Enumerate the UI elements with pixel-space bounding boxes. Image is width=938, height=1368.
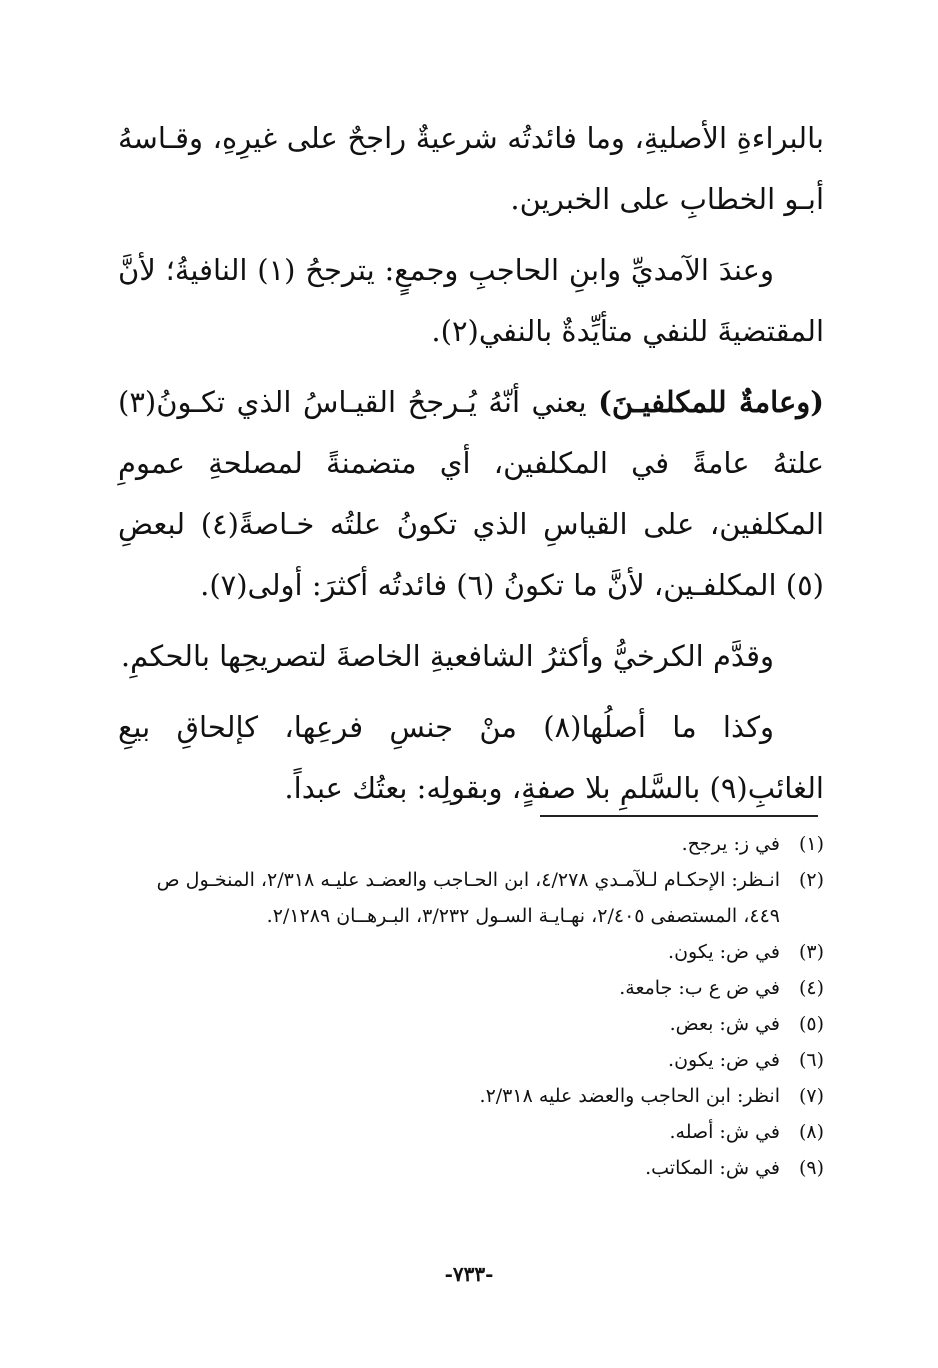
paragraph-3 [118,372,824,616]
paragraph-lead-term: (وعامةٌ للمكلفيـنَ) [598,385,824,419]
footnote-item [120,1114,824,1150]
footnote-text: انـظر: الإحكـام لـلآمـدي ٤/٢٧٨، ابن الحـاجب والعضـد عليـه ٢/٣١٨، المنخـول ص ٤٤٩، المستصفى ٢/٤٠٥، نهـايـة السـول ٣/٢٣٢، البـرهــان ٢/١٢٨٩. [156,869,780,927]
footnote-marker: (٨) [798,1121,824,1143]
paragraph-4 [118,626,824,687]
footnote-item [120,934,824,970]
footnote-text: انظر: ابن الحاجب والعضد عليه ٢/٣١٨. [479,1085,780,1107]
footnote-item [120,826,824,862]
main-text [118,108,824,829]
paragraph-text: يعني أنّهُ يُـرجحُ القيـاسُ الذي تكـونُ(٣) علتهُ عامةً في المكلفين، أي متضمنةً لمصلحةِ عمومِ المكلفين، على القياسِ الذي تكونُ علتُه خـاصةً(٤) لبعضِ (٥) المكلفـين، لأنَّ ما تكونُ (٦) فائدتُه أكثرَ: أولى(٧). [118,385,824,602]
footnote-text: في ش: المكاتب. [645,1157,780,1179]
footnote-marker: (٥) [798,1013,824,1035]
paragraph-2 [118,240,824,362]
paragraph-5 [118,697,824,819]
footnotes-list [120,826,824,1186]
footnote-marker: (٧) [798,1085,824,1107]
footnote-text: في ض ع ب: جامعة. [619,977,780,999]
footnote-item [120,1150,824,1186]
footnote-marker: (٣) [798,941,824,963]
footnote-text: في ض: يكون. [668,941,780,963]
footnote-item [120,1006,824,1042]
footnote-marker: (١) [798,833,824,855]
footnote-item [120,862,824,934]
footnote-text: في ز: يرجح. [681,833,780,855]
paragraph-text: وكذا ما أصلُها(٨) منْ جنسِ فرعِها، كإلحاقِ بيعِ الغائبِ(٩) بالسَّلمِ بلا صفةٍ، وبقولِه: بعتُك عبداً. [118,710,824,805]
footnote-text: في ش: أصله. [669,1121,780,1143]
footnote-marker: (٩) [798,1157,824,1179]
footnote-text: في ض: يكون. [668,1049,780,1071]
footnote-separator [540,815,818,817]
footnote-marker: (٤) [798,977,824,999]
footnote-item [120,1042,824,1078]
footnote-text: في ش: بعض. [669,1013,780,1035]
footnote-marker: (٦) [798,1049,824,1071]
paragraph-text: وعندَ الآمديِّ وابنِ الحاجبِ وجمعٍ: يترجحُ (١) النافيةُ؛ لأنَّ المقتضيةَ للنفي متأيِّدةٌ بالنفي(٢). [118,253,824,348]
page-number: -٧٣٣- [444,1262,494,1286]
footnote-marker: (٢) [798,869,824,891]
paragraph-text: وقدَّم الكرخيُّ وأكثرُ الشافعيةِ الخاصةَ لتصريحِها بالحكمِ. [120,639,774,673]
paragraph-text: بالبراءةِ الأصليةِ، وما فائدتُه شرعيةٌ راجحٌ على غيرِهِ، وقـاسهُ أبـو الخطابِ على الخبرين. [118,121,824,216]
paragraph-1 [118,108,824,230]
footnote-item [120,1078,824,1114]
footnote-item [120,970,824,1006]
